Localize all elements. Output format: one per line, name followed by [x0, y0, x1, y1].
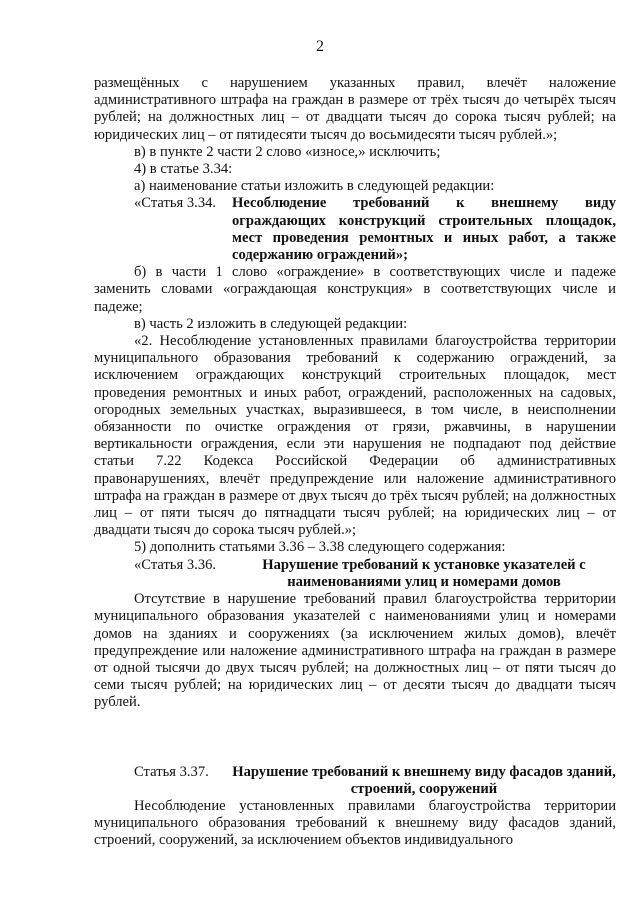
- article-title: Нарушение требований к установке указателей с наименованиями улиц и номерами домов: [262, 556, 586, 590]
- paragraph: размещённых с нарушением указанных правил, влечёт наложение административного штрафа на граждан в размере от трёх тысяч до четырёх тысяч рублей; на должностных лиц – от двадцати тысяч до сорока тысяч рублей; на юридических лиц – от пятидесяти тысяч до восьмидесяти тысяч рублей.»;: [94, 75, 616, 143]
- paragraph: в) в пункте 2 части 2 слово «износе,» исключить;: [134, 143, 441, 160]
- article-heading-3-36: [94, 557, 616, 591]
- article-label: Статья 3.37.: [134, 763, 209, 780]
- document-body: [94, 75, 616, 850]
- paragraph: 4) в статье 3.34:: [134, 161, 233, 178]
- page-number: 2: [316, 38, 324, 55]
- paragraph: «2. Несоблюдение установленных правилами благоустройства территории муниципального образования требований к содержанию ограждений, за исключением ограждающих конструкций строительных площадок, мест проведения ремонтных и иных работ, ограждений, расположенных на садовых, огородных земельных участках, выразившееся, в том числе, в неисполнении обязанности по очистке ограждения от грязи, ржавчины, в нарушении вертикальности ограждения, если эти нарушения не подпадают под действие статьи 7.22 Кодекса Российской Федерации об административных правонарушениях, влечёт предупреждение или наложение административного штрафа на граждан в размере от двух тысяч до трёх тысяч рублей; на должностных лиц – от пяти тысяч до пятнадцати тысяч рублей; на юридических лиц – от двадцати тысяч до сорока тысяч рублей.»;: [94, 333, 616, 539]
- article-title: Несоблюдение требований к внешнему виду ограждающих конструкций строительных площадок, мест проведения ремонтных и иных работ, а также содержанию ограждений»;: [232, 195, 616, 264]
- article-title: Нарушение требований к внешнему виду фасадов зданий, строений, сооружений: [232, 763, 616, 797]
- article-heading-3-34: [94, 195, 616, 264]
- article-heading-3-37: [94, 764, 616, 798]
- paragraph: Несоблюдение установленных правилами благоустройства территории муниципального образования требований к внешнему виду фасадов зданий, строений, сооружений, за исключением объектов индивидуального: [94, 797, 616, 849]
- spacer: [94, 712, 616, 764]
- paragraph: 5) дополнить статьями 3.36 – 3.38 следующего содержания:: [134, 539, 506, 556]
- paragraph: б) в части 1 слово «ограждение» в соответствующих числе и падеже заменить словами «ограждающая конструкция» в соответствующих числе и падеже;: [94, 264, 616, 315]
- paragraph: Отсутствие в нарушение требований правил благоустройства территории муниципального образования указателей с наименованиями улиц и номерами домов на зданиях и сооружениях (за исключением жилых домов), влечёт предупреждение или наложение административного штрафа на граждан в размере от одной тысячи до двух тысяч рублей; на должностных лиц – от пяти тысяч до семи тысяч рублей; на юридических лиц – от десяти тысяч до двадцати тысяч рублей.: [94, 591, 616, 711]
- article-label: «Статья 3.34.: [134, 195, 217, 212]
- article-label: «Статья 3.36.: [134, 556, 217, 573]
- paragraph: а) наименование статьи изложить в следующей редакции:: [134, 178, 495, 195]
- paragraph: в) часть 2 изложить в следующей редакции:: [134, 315, 408, 332]
